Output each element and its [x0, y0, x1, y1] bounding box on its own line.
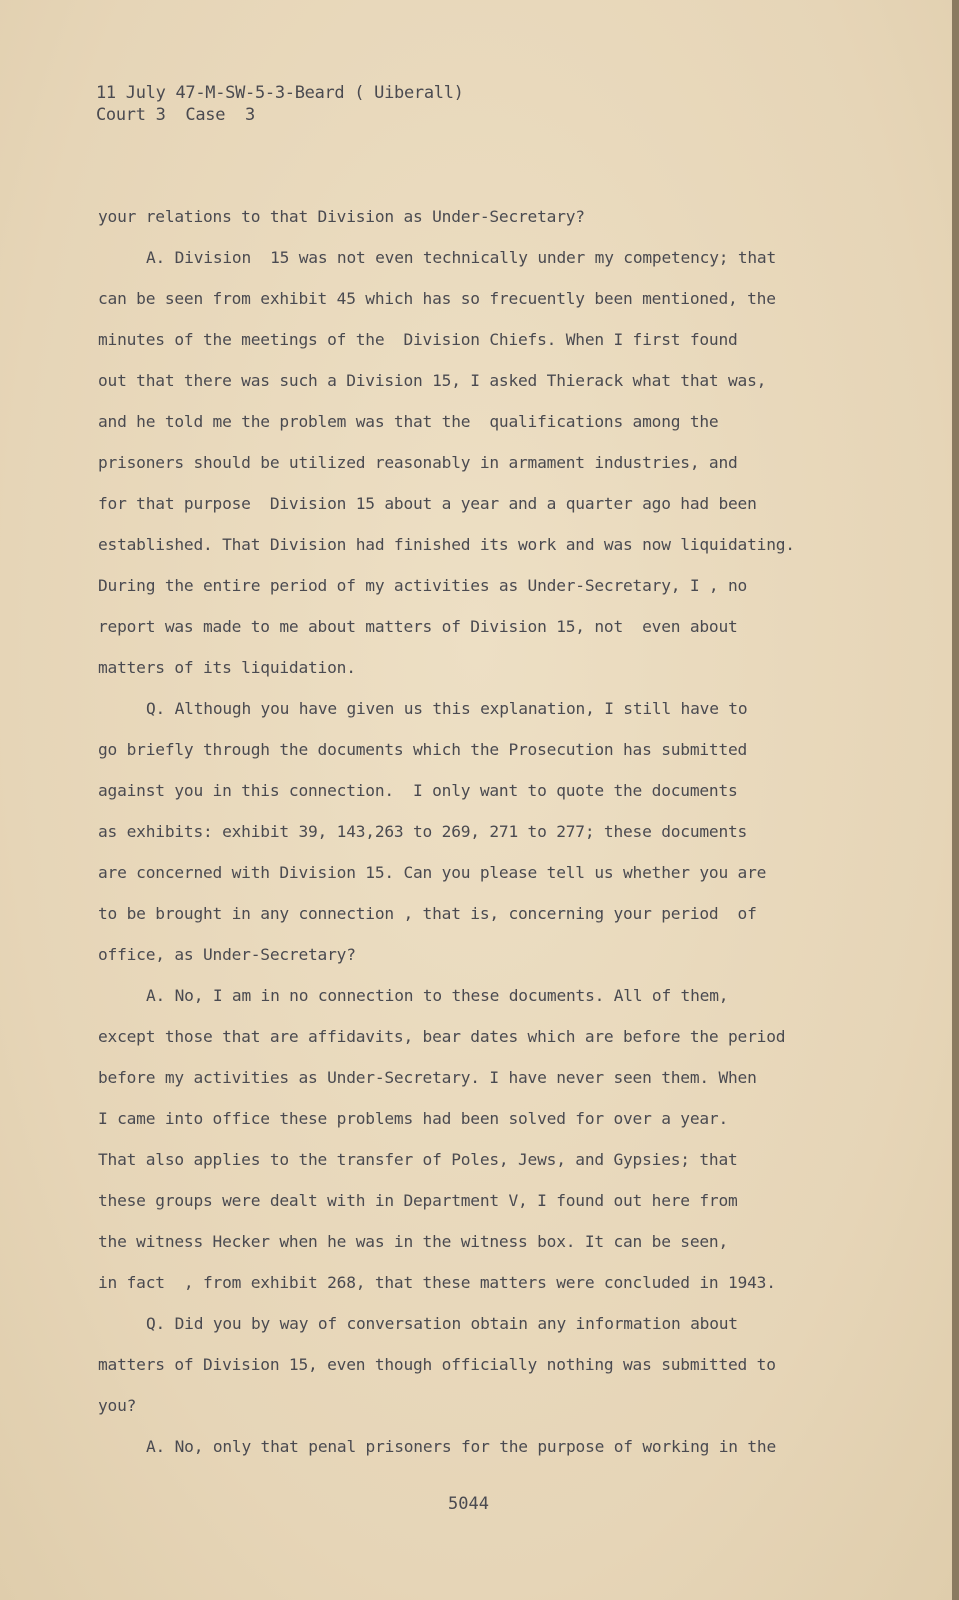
transcript-line: A. Division 15 was not even technically under my competency; that [146, 248, 777, 267]
transcript-line: the witness Hecker when he was in the witness box. It can be seen, [98, 1232, 729, 1251]
transcript-line: out that there was such a Division 15, I asked Thierack what that was, [98, 371, 767, 390]
transcript-line: can be seen from exhibit 45 which has so frecuently been mentioned, the [98, 289, 776, 308]
transcript-line: Q. Did you by way of conversation obtain any information about [146, 1314, 738, 1333]
transcript-line: A. No, I am in no connection to these documents. All of them, [146, 986, 729, 1005]
transcript-line: against you in this connection. I only want to quote the documents [98, 781, 738, 800]
transcript-line: these groups were dealt with in Department V, I found out here from [98, 1191, 738, 1210]
transcript-line: matters of Division 15, even though officially nothing was submitted to [98, 1355, 776, 1374]
transcript-body [98, 204, 858, 1475]
transcript-line: minutes of the meetings of the Division Chiefs. When I first found [98, 330, 738, 349]
transcript-line: as exhibits: exhibit 39, 143,263 to 269, 271 to 277; these documents [98, 822, 748, 841]
transcript-line: That also applies to the transfer of Poles, Jews, and Gypsies; that [98, 1150, 738, 1169]
document-header [96, 82, 464, 126]
transcript-line: before my activities as Under-Secretary. I have never seen them. When [98, 1068, 757, 1087]
transcript-line: matters of its liquidation. [98, 658, 356, 677]
transcript-line: your relations to that Division as Under-Secretary? [98, 207, 585, 226]
transcript-line: report was made to me about matters of Division 15, not even about [98, 617, 738, 636]
transcript-line: and he told me the problem was that the qualifications among the [98, 412, 719, 431]
transcript-line: A. No, only that penal prisoners for the purpose of working in the [146, 1437, 777, 1456]
transcript-line: I came into office these problems had been solved for over a year. [98, 1109, 729, 1128]
transcript-line: to be brought in any connection , that is, concerning your period of [98, 904, 757, 923]
transcript-line: in fact , from exhibit 268, that these matters were concluded in 1943. [98, 1273, 776, 1292]
transcript-line: for that purpose Division 15 about a year and a quarter ago had been [98, 494, 757, 513]
transcript-line: During the entire period of my activities as Under-Secretary, I , no [98, 576, 748, 595]
transcript-line: office, as Under-Secretary? [98, 945, 356, 964]
transcript-line: are concerned with Division 15. Can you please tell us whether you are [98, 863, 767, 882]
header-court-line: Court 3 Case 3 [96, 105, 255, 125]
transcript-line: established. That Division had finished its work and was now liquidating. [98, 535, 795, 554]
transcript-line: prisoners should be utilized reasonably in armament industries, and [98, 453, 738, 472]
transcript-line: go briefly through the documents which the Prosecution has submitted [98, 740, 748, 759]
header-date-line: 11 July 47-M-SW-5-3-Beard ( Uiberall) [96, 83, 464, 103]
page-number: 5044 [448, 1494, 489, 1514]
transcript-line: except those that are affidavits, bear dates which are before the period [98, 1027, 786, 1046]
transcript-line: you? [98, 1396, 137, 1415]
transcript-line: Q. Although you have given us this explanation, I still have to [146, 699, 748, 718]
